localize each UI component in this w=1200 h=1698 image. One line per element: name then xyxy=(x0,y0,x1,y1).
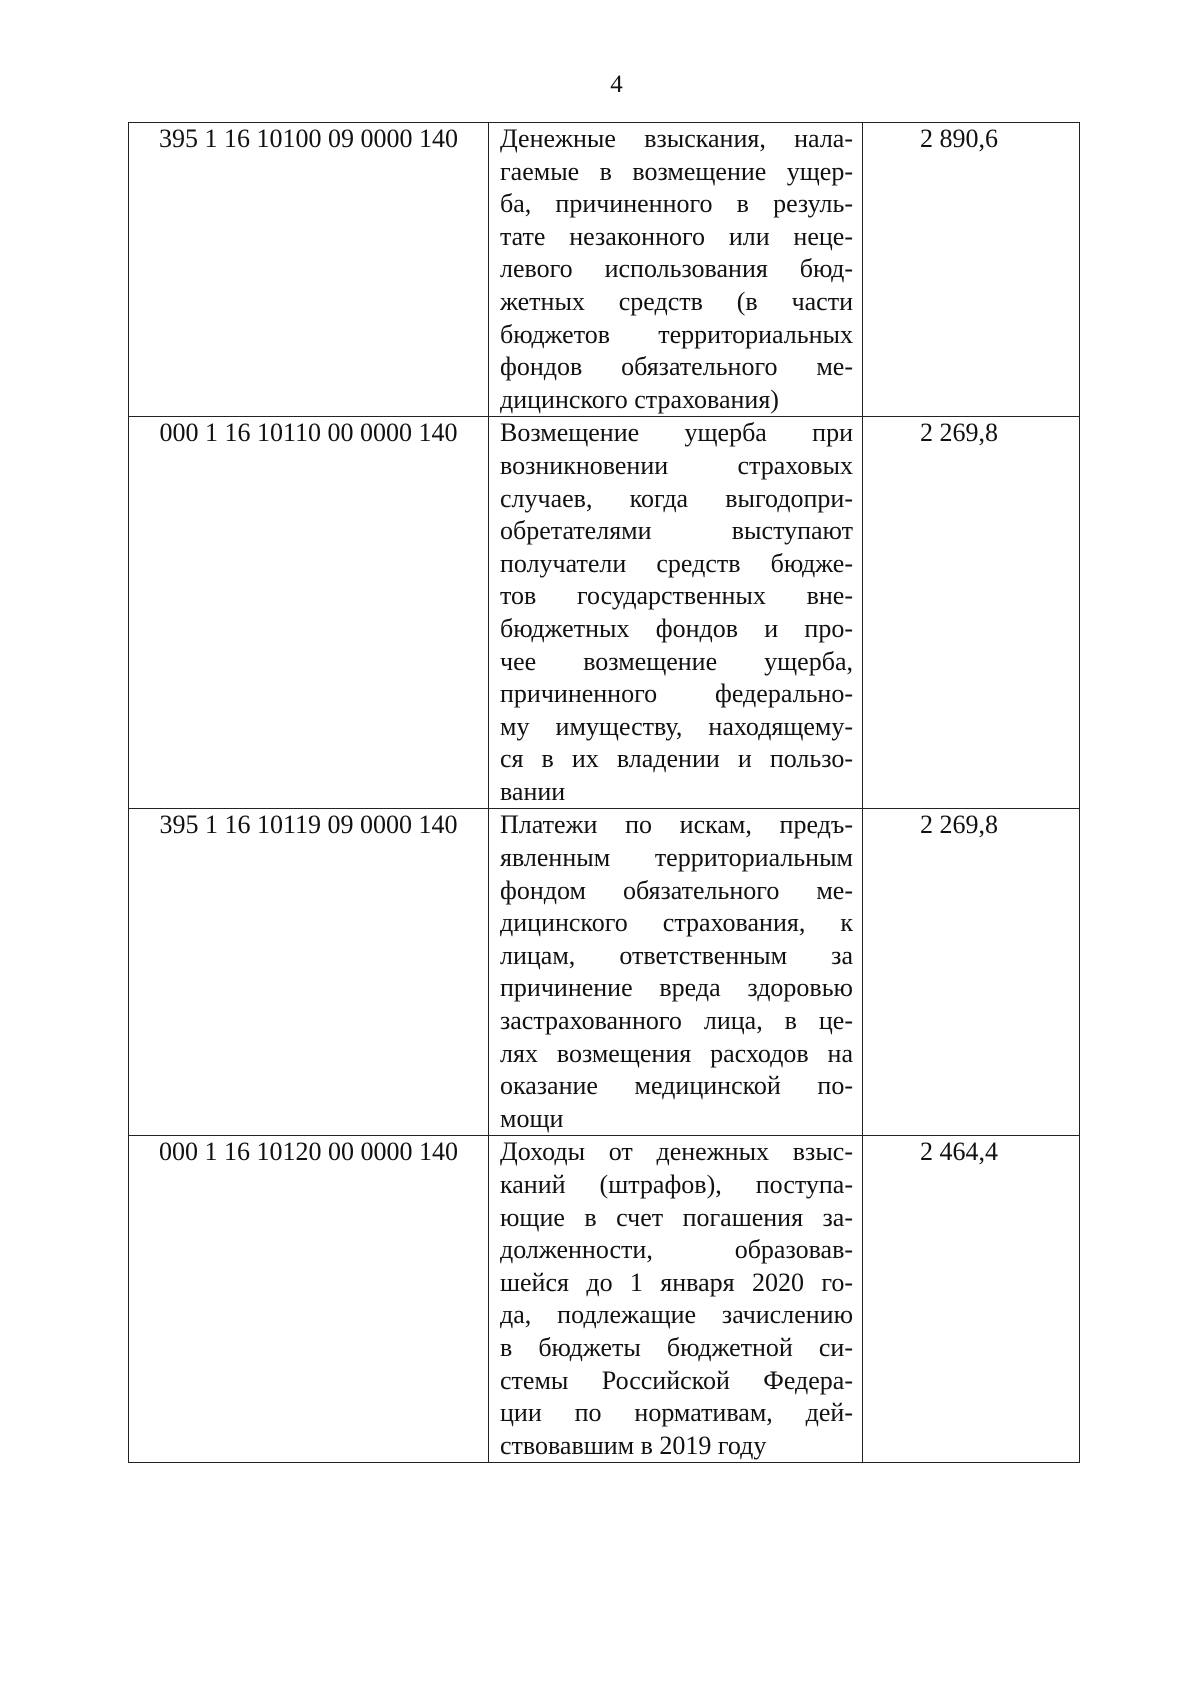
revenue-description xyxy=(489,417,863,809)
description-line: Платежи по искам, предъ- xyxy=(500,810,853,840)
budget-revenue-table xyxy=(128,122,1080,1463)
description-line: вании xyxy=(500,776,566,806)
description-line: ствовавшим в 2019 году xyxy=(500,1430,767,1460)
description-line: ции по нормативам, дей- xyxy=(500,1398,853,1428)
description-line: фондов обязательного ме- xyxy=(500,352,853,382)
table-row xyxy=(129,123,1080,417)
description-line: каний (штрафов), поступа- xyxy=(500,1170,853,1199)
description-line: причиненного федерально- xyxy=(500,679,853,709)
description-line: получатели средств бюдже- xyxy=(500,548,853,578)
revenue-description xyxy=(489,123,863,417)
description-line: лицам, ответственным за xyxy=(500,940,853,970)
description-line: дицинского страхования) xyxy=(500,384,779,414)
revenue-description xyxy=(489,1136,863,1463)
amount-value: 2 464,4 xyxy=(863,1136,1080,1463)
description-line: тате незаконного или неце- xyxy=(500,221,853,251)
amount-value: 2 269,8 xyxy=(863,809,1080,1136)
description-line: Доходы от денежных взыс- xyxy=(500,1137,853,1167)
description-line: мощи xyxy=(500,1103,564,1133)
description-line: лях возмещения расходов на xyxy=(500,1038,853,1068)
description-line: застрахованного лица, в це- xyxy=(500,1006,853,1036)
description-line: обретателями выступают xyxy=(500,516,853,546)
description-line: Возмещение ущерба при xyxy=(500,418,853,448)
description-line: да, подлежащие зачислению xyxy=(500,1300,853,1330)
description-line: жетных средств (в части xyxy=(500,286,853,316)
page-number: 4 xyxy=(610,71,623,98)
amount-value: 2 890,6 xyxy=(863,123,1080,417)
amount-value: 2 269,8 xyxy=(863,417,1080,809)
revenue-description xyxy=(489,809,863,1136)
description-line: в бюджеты бюджетной си- xyxy=(500,1332,853,1362)
description-line: ба, причиненного в резуль- xyxy=(500,189,853,219)
description-line: явленным территориальным xyxy=(500,843,853,873)
budget-classification-code: 395 1 16 10119 09 0000 140 xyxy=(129,809,489,1136)
description-line: дицинского страхования, к xyxy=(500,908,853,938)
table-row xyxy=(129,809,1080,1136)
description-line: ся в их владении и пользо- xyxy=(500,744,853,774)
description-line: Денежные взыскания, нала- xyxy=(500,124,853,153)
description-line: му имуществу, находящему- xyxy=(500,711,853,741)
budget-classification-code: 395 1 16 10100 09 0000 140 xyxy=(129,123,489,417)
description-line: чее возмещение ущерба, xyxy=(500,646,853,676)
description-line: случаев, когда выгодопри- xyxy=(500,483,853,513)
description-line: бюджетов территориальных xyxy=(500,319,853,349)
description-line: долженности, образовав- xyxy=(500,1235,853,1265)
table-row xyxy=(129,1136,1080,1463)
description-line: бюджетных фондов и про- xyxy=(500,613,853,643)
description-line: причинение вреда здоровью xyxy=(500,973,853,1003)
description-line: возникновении страховых xyxy=(500,450,853,480)
budget-classification-code: 000 1 16 10120 00 0000 140 xyxy=(129,1136,489,1463)
description-line: ющие в счет погашения за- xyxy=(500,1202,853,1232)
description-line: фондом обязательного ме- xyxy=(500,875,853,905)
table-row xyxy=(129,417,1080,809)
budget-classification-code: 000 1 16 10110 00 0000 140 xyxy=(129,417,489,809)
description-line: гаемые в возмещение ущер- xyxy=(500,156,853,186)
description-line: левого использования бюд- xyxy=(500,254,853,284)
description-line: шейся до 1 января 2020 го- xyxy=(500,1267,853,1297)
description-line: тов государственных вне- xyxy=(500,581,853,611)
description-line: оказание медицинской по- xyxy=(500,1071,853,1101)
description-line: стемы Российской Федера- xyxy=(500,1365,853,1395)
